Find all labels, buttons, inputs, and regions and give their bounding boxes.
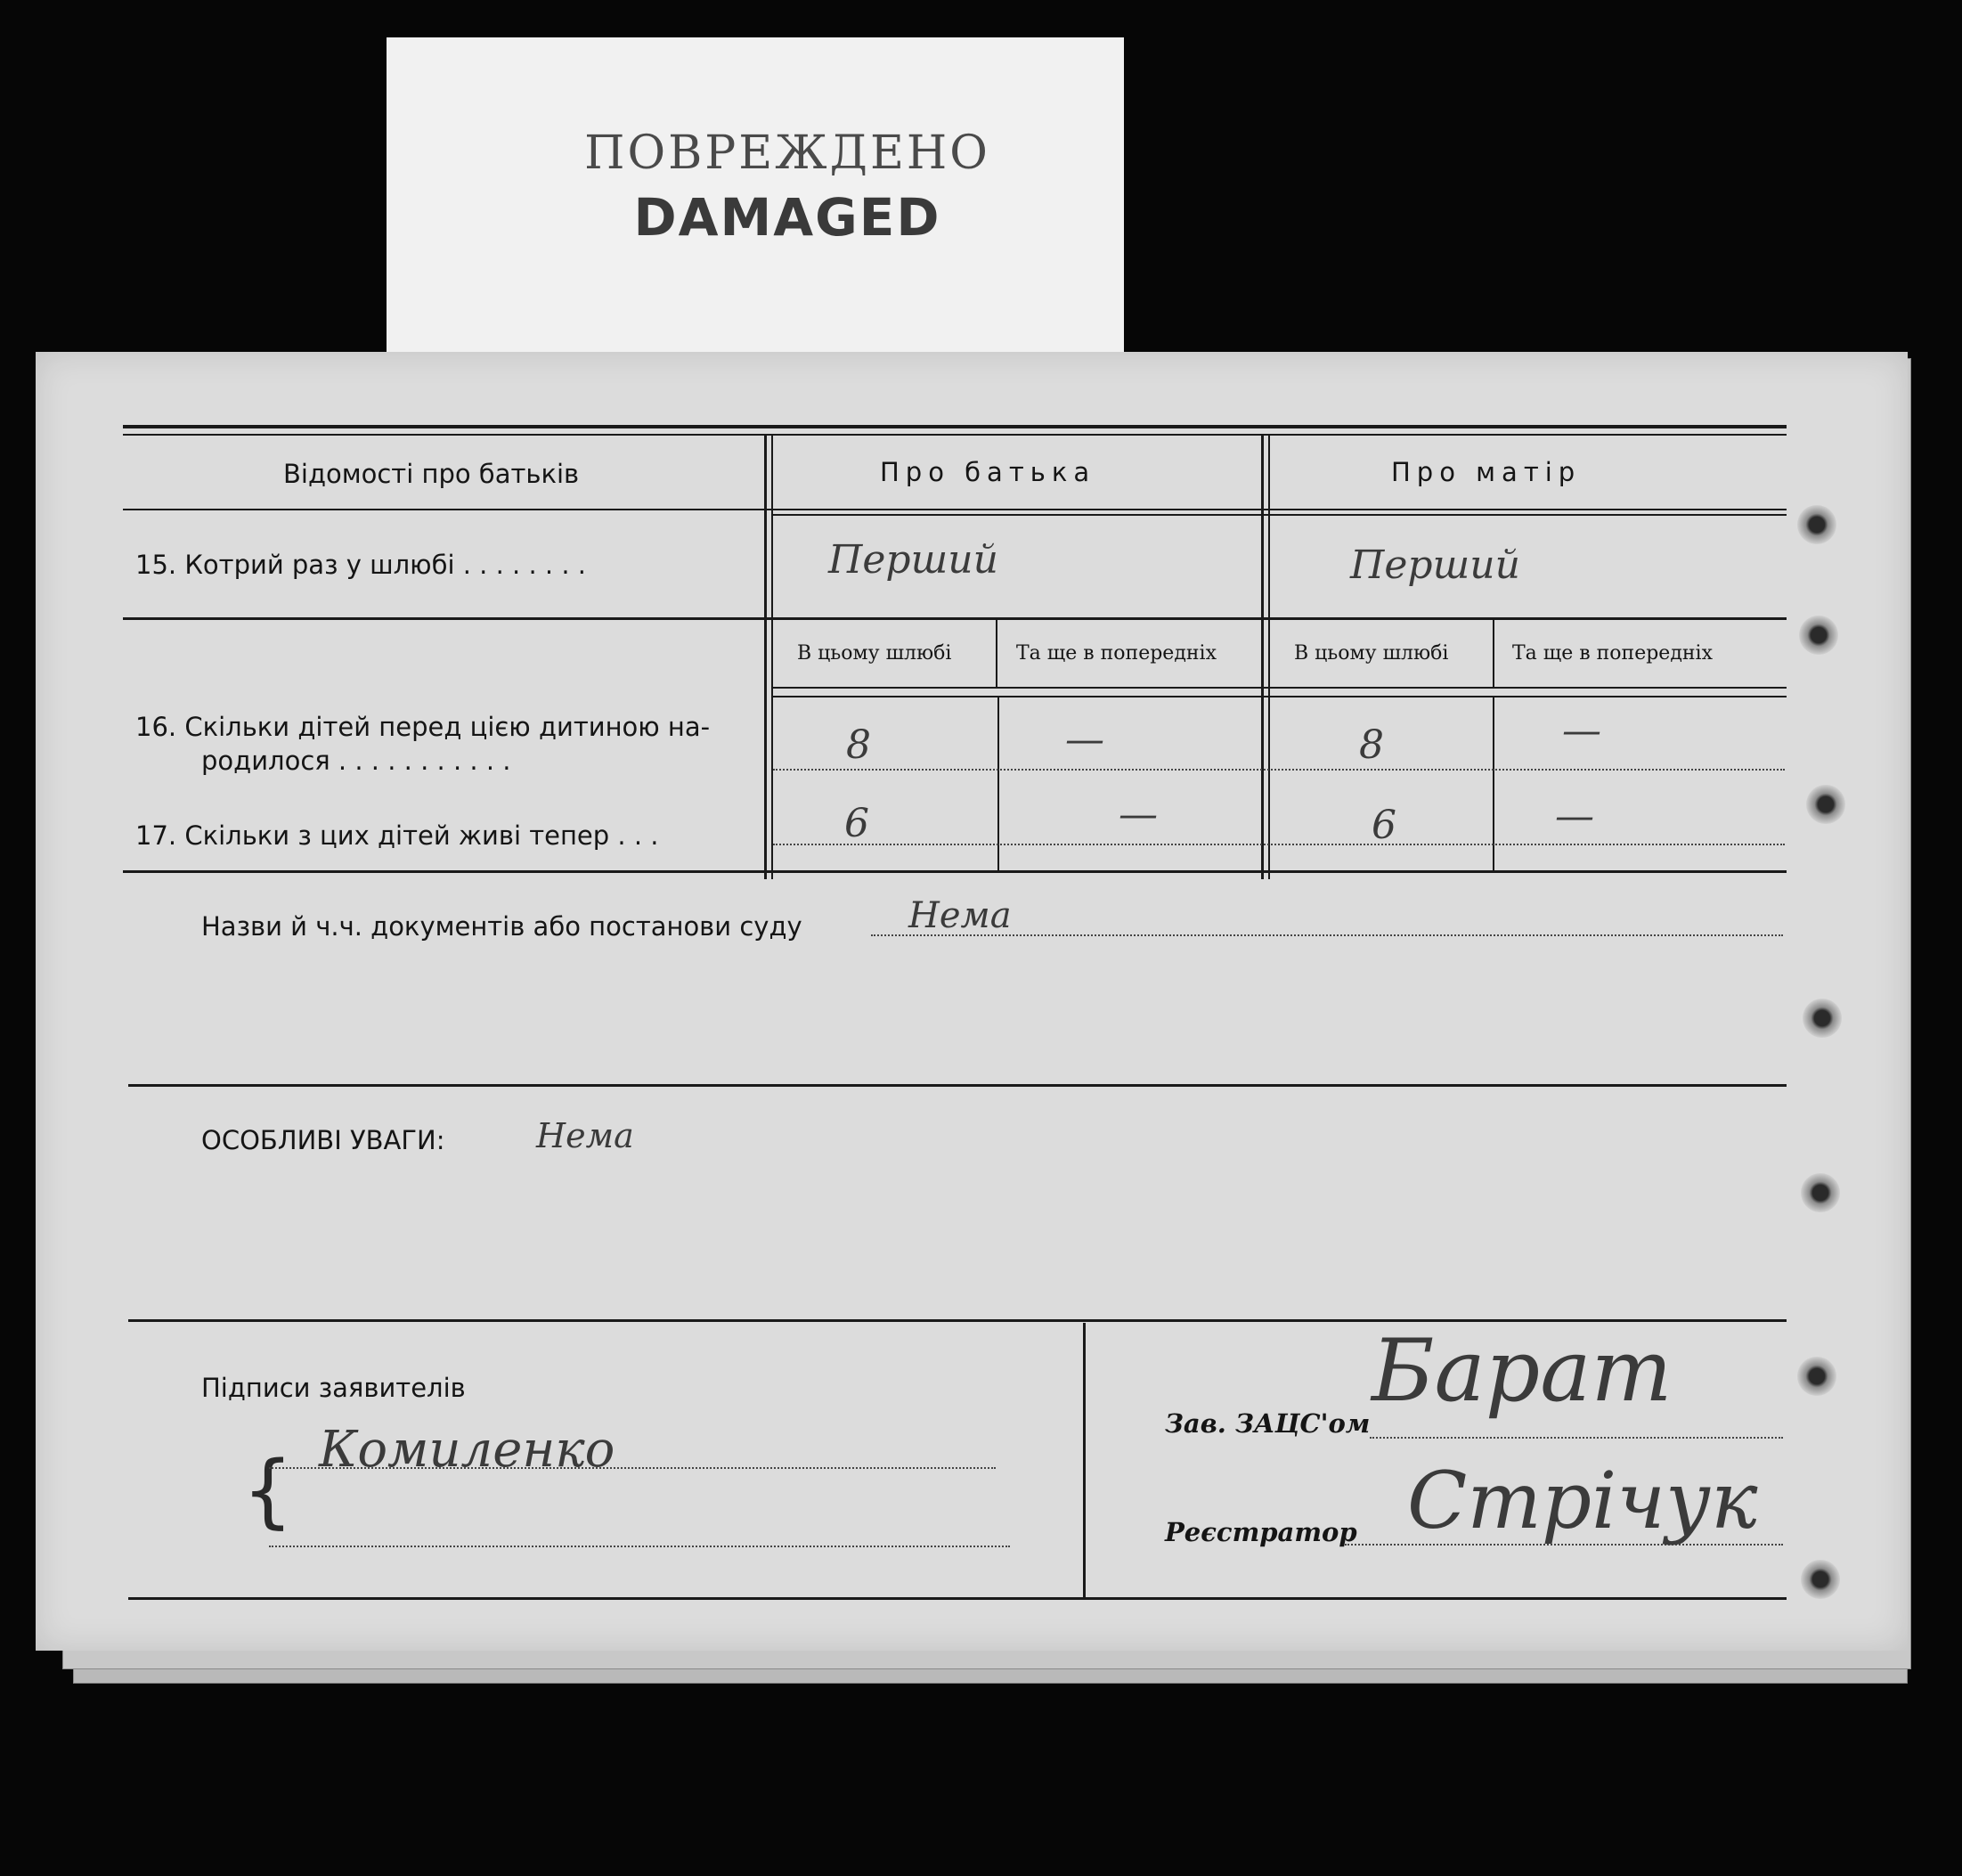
rule [123, 425, 1787, 428]
column-divider [1083, 1323, 1086, 1597]
rule [128, 1597, 1787, 1600]
signature-line [269, 1546, 1010, 1547]
rule [771, 687, 1787, 689]
q16-label-line2: родилося . . . . . . . . . . . [201, 746, 511, 776]
dotted-line [773, 769, 1785, 771]
q17-mother-this: 6 [1372, 803, 1396, 848]
column-divider [764, 434, 767, 879]
rule [128, 1084, 1787, 1087]
brace: { [242, 1444, 294, 1538]
q15-mother-value: Перший [1350, 542, 1520, 588]
column-divider [1493, 697, 1494, 872]
q17-father-prev: — [1119, 792, 1158, 837]
dotted-line [871, 934, 1783, 936]
q16-father-prev: — [1065, 717, 1104, 763]
column-divider [997, 697, 999, 872]
punch-hole [1803, 999, 1842, 1038]
damage-label-ua: ПОВРЕЖДЕНО [584, 126, 990, 180]
head-of-registry-label: Зав. ЗАЦС'ом [1165, 1408, 1371, 1439]
rule [771, 514, 1787, 516]
column-divider [1493, 619, 1494, 687]
signature-line [1370, 1437, 1783, 1439]
registrar-signature: Стрічук [1407, 1455, 1758, 1546]
rule [123, 509, 1787, 510]
punch-hole [1801, 1173, 1840, 1212]
column-divider [1261, 434, 1264, 879]
remarks-value: Нема [536, 1116, 634, 1155]
dotted-line [773, 844, 1785, 845]
form-sheet [36, 352, 1908, 1651]
punch-hole [1801, 1560, 1840, 1599]
header-mother: Про матір [1391, 457, 1582, 487]
punch-hole [1797, 1357, 1836, 1396]
rule [123, 434, 1787, 436]
rule [123, 617, 1787, 620]
q16-father-this: 8 [846, 722, 871, 768]
q16-mother-this: 8 [1359, 722, 1384, 768]
header-parents-info: Відомості про батьків [283, 459, 580, 489]
remarks-label: ОСОБЛИВІ УВАГИ: [201, 1125, 445, 1155]
q16-mother-prev: — [1562, 708, 1601, 754]
applicant-signatures-label: Підписи заявителів [201, 1373, 466, 1403]
subheader-father-prev: Та ще в попередніх [1016, 642, 1217, 665]
punch-hole [1806, 785, 1845, 824]
header-father: Про батька [880, 457, 1096, 487]
documents-value: Нема [908, 895, 1012, 936]
q15-father-value: Перший [828, 537, 998, 583]
q17-mother-prev: — [1555, 794, 1594, 839]
column-divider [996, 619, 997, 687]
rule [123, 870, 1787, 873]
subheader-father-this: В цьому шлюбі [797, 642, 952, 665]
punch-hole [1797, 505, 1836, 544]
head-signature: Барат [1372, 1321, 1673, 1421]
q17-label: 17. Скільки з цих дітей живі тепер . . . [135, 820, 659, 851]
applicant-signature: Комиленко [319, 1421, 615, 1479]
registrar-label: Реєстратор [1165, 1517, 1357, 1547]
q17-father-this: 6 [844, 801, 869, 846]
rule [771, 696, 1787, 697]
column-divider [1268, 434, 1270, 879]
column-divider [771, 434, 773, 879]
subheader-mother-this: В цьому шлюбі [1294, 642, 1449, 665]
documents-label: Назви й ч.ч. документів або постанови суду [201, 911, 802, 942]
punch-hole [1799, 616, 1838, 655]
damage-slip [387, 37, 1124, 369]
q15-label: 15. Котрий раз у шлюбі . . . . . . . . [135, 550, 586, 580]
damage-label-en: DAMAGED [633, 187, 941, 248]
subheader-mother-prev: Та ще в попередніх [1512, 642, 1713, 665]
q16-label-line1: 16. Скільки дітей перед цією дитиною на- [135, 712, 711, 742]
